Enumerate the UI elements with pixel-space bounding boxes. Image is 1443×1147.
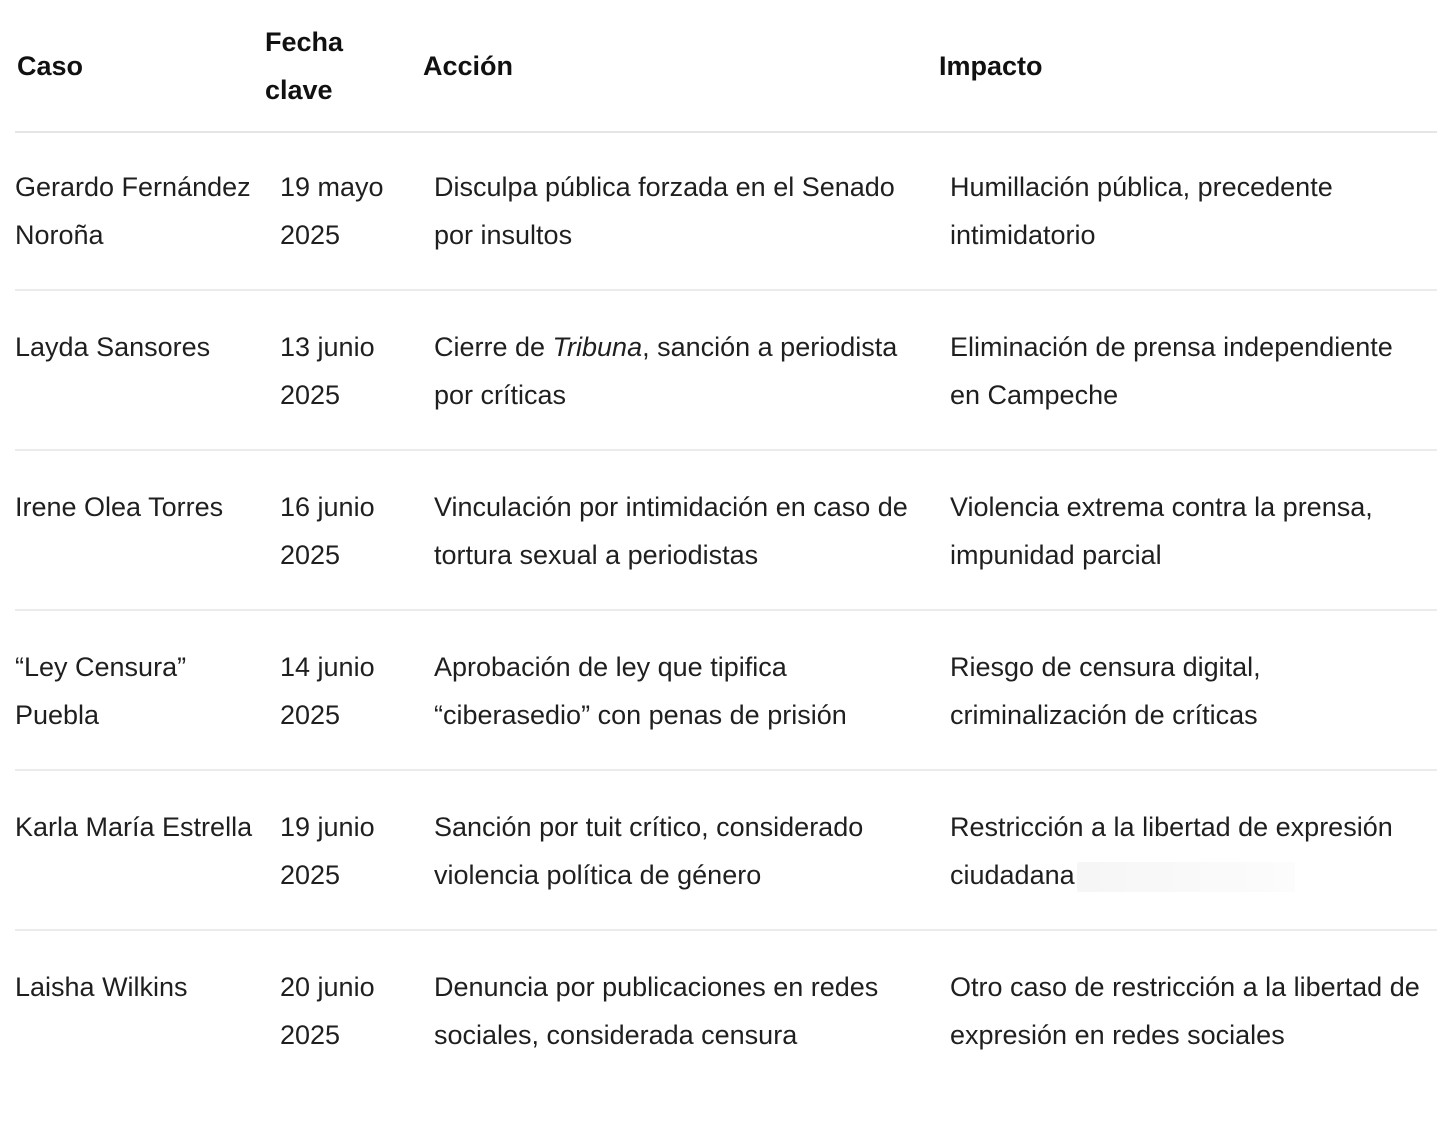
cell-impacto bbox=[935, 770, 1437, 930]
table-row bbox=[15, 450, 1437, 610]
accion-text-italic: Tribuna bbox=[552, 332, 643, 362]
cell-fecha: 20 junio 2025 bbox=[280, 972, 375, 1050]
table-row bbox=[15, 770, 1437, 930]
cell-accion: Vinculación por intimidación en caso de tortura sexual a periodistas bbox=[419, 450, 935, 610]
cell-caso: Irene Olea Torres bbox=[15, 450, 265, 610]
cell-impacto: Otro caso de restricción a la libertad de expresión en redes sociales bbox=[950, 972, 1420, 1050]
impacto-text: Restricción a la libertad de expresión ciudadana bbox=[950, 812, 1393, 890]
cell-impacto: Violencia extrema contra la prensa, impunidad parcial bbox=[935, 450, 1437, 610]
cell-caso: Layda Sansores bbox=[15, 290, 265, 450]
header-fecha: Fecha clave bbox=[265, 18, 419, 132]
cell-fecha: 19 mayo 2025 bbox=[265, 132, 419, 290]
selection-smudge bbox=[1077, 862, 1295, 892]
cell-impacto: Riesgo de censura digital, criminalización de críticas bbox=[935, 610, 1437, 770]
cell-caso: Karla María Estrella bbox=[15, 770, 265, 930]
header-accion: Acción bbox=[419, 18, 935, 132]
cell-accion: Denuncia por publicaciones en redes sociales, considerada censura bbox=[434, 972, 879, 1050]
accion-text-pre: Cierre de bbox=[434, 332, 553, 362]
cell-fecha: 14 junio 2025 bbox=[265, 610, 419, 770]
cell-impacto: Humillación pública, precedente intimidatorio bbox=[935, 132, 1437, 290]
cell-accion: Aprobación de ley que tipifica “ciberasedio” con penas de prisión bbox=[419, 610, 935, 770]
table-row bbox=[15, 930, 1437, 1089]
cell-accion bbox=[419, 290, 935, 450]
table-row bbox=[15, 290, 1437, 450]
accion-text-post: , sanción a periodista por críticas bbox=[434, 332, 898, 410]
header-impacto: Impacto bbox=[935, 18, 1437, 132]
cell-impacto: Eliminación de prensa independiente en Campeche bbox=[935, 290, 1437, 450]
cell-fecha: 16 junio 2025 bbox=[265, 450, 419, 610]
cell-caso: Gerardo Fernández Noroña bbox=[15, 132, 265, 290]
cell-fecha: 19 junio 2025 bbox=[265, 770, 419, 930]
cell-accion: Disculpa pública forzada en el Senado por insultos bbox=[419, 132, 935, 290]
table-row bbox=[15, 610, 1437, 770]
table-header-row bbox=[15, 18, 1437, 132]
table-row bbox=[15, 132, 1437, 290]
cases-table-container bbox=[15, 18, 1437, 1089]
cell-caso: “Ley Censura” Puebla bbox=[15, 610, 265, 770]
header-caso: Caso bbox=[15, 18, 265, 132]
cell-fecha: 13 junio 2025 bbox=[265, 290, 419, 450]
cell-caso: Laisha Wilkins bbox=[15, 972, 188, 1002]
cell-accion: Sanción por tuit crítico, considerado violencia política de género bbox=[419, 770, 935, 930]
cases-table bbox=[15, 18, 1437, 1089]
